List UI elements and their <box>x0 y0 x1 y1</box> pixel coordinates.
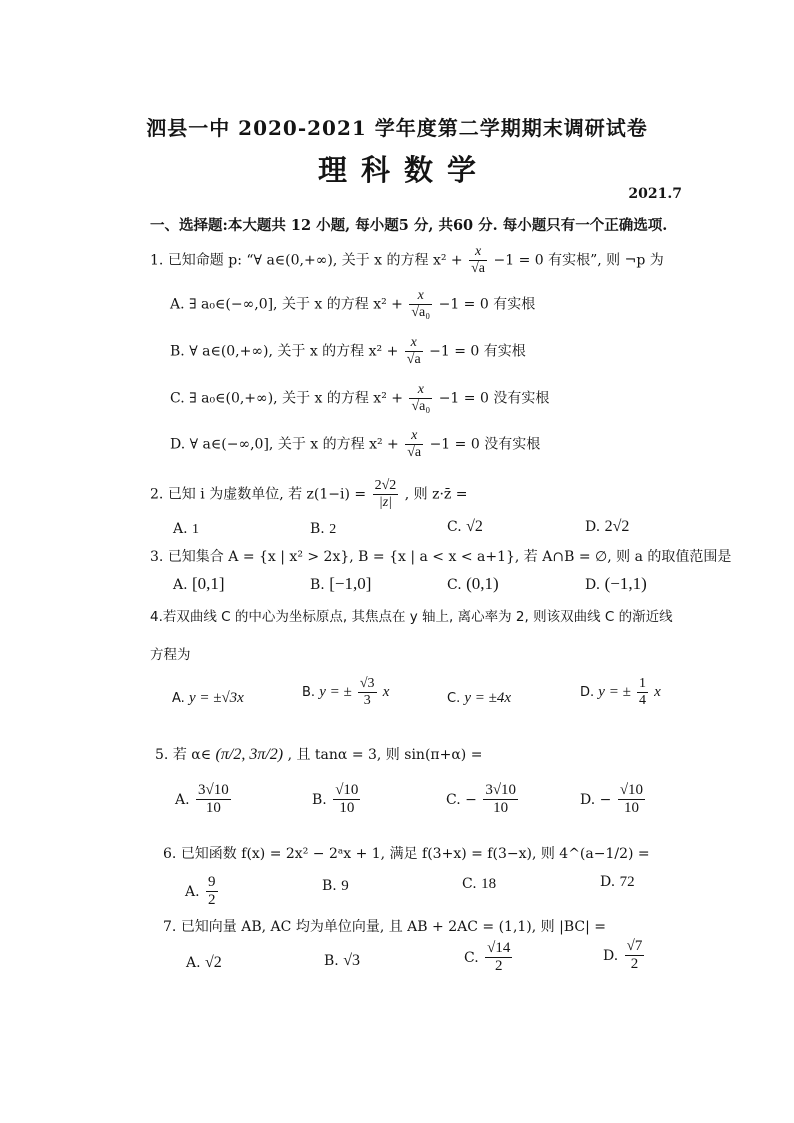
option-value: (0,1) <box>466 574 499 593</box>
option-4c <box>447 690 511 707</box>
fraction-denominator: √a <box>471 261 486 277</box>
option-label: D. <box>585 577 601 593</box>
fraction-denominator: 10 <box>339 800 355 817</box>
fraction-denominator: 2 <box>630 956 639 973</box>
section-heading: 一、选择题:本大题共 12 小题, 每小题5 分, 共60 分. 每小题只有一个正确选项. <box>150 217 668 234</box>
option-3c <box>447 574 499 594</box>
fraction <box>358 676 377 709</box>
question-number: 1. <box>150 252 164 269</box>
option-label: B. <box>312 791 327 808</box>
exam-title: 泗县一中 2020-2021 学年度第二学期期末调研试卷 <box>146 116 648 140</box>
option-label: C. <box>446 791 461 808</box>
option-text-end: −1 = 0 没有实根 <box>438 390 550 407</box>
option-value: 2√2 <box>604 518 630 535</box>
fraction <box>405 335 423 368</box>
option-label: D. <box>603 947 619 964</box>
option-label: C. <box>447 519 462 535</box>
option-text-end: x <box>654 684 661 701</box>
fraction <box>206 874 218 910</box>
option-label: B. <box>324 953 339 969</box>
option-label: D. <box>585 519 601 535</box>
fraction <box>409 382 432 415</box>
option-5d <box>580 782 647 818</box>
option-value: √2 <box>205 954 222 971</box>
option-label: B. <box>322 878 337 894</box>
fraction <box>405 428 423 461</box>
option-7a <box>186 954 222 972</box>
option-label: B. <box>310 521 325 537</box>
option-value: [−1,0] <box>329 574 372 593</box>
fraction-denominator: √a₀ <box>411 399 431 415</box>
option-value: (−1,1) <box>604 574 647 593</box>
question-1 <box>150 244 664 277</box>
option-5a <box>175 782 233 818</box>
fraction-numerator: √3 <box>358 676 377 693</box>
option-5c <box>446 782 520 818</box>
fraction-denominator: 2 <box>208 892 216 909</box>
option-label: D. <box>600 874 616 890</box>
option-text: y = ± <box>319 684 352 701</box>
option-sign: − <box>465 791 477 808</box>
fraction-numerator: 3√10 <box>483 782 518 800</box>
option-label: C. <box>447 577 462 593</box>
option-2c <box>447 518 483 536</box>
option-5b <box>312 782 362 818</box>
fraction-numerator: √10 <box>618 782 645 800</box>
question-4-line-1: 4.若双曲线 C 的中心为坐标原点, 其焦点在 y 轴上, 离心率为 2, 则该双曲线 C 的渐近线 <box>150 609 673 625</box>
exam-subtitle: 理科数学 <box>317 153 490 187</box>
fraction <box>637 676 648 709</box>
option-label: C. <box>447 691 461 706</box>
option-label: C. <box>170 390 185 407</box>
fraction-numerator: 2√2 <box>373 478 399 495</box>
fraction-denominator: 4 <box>638 693 646 709</box>
option-value: y = ±√3x <box>188 690 244 706</box>
option-value: √2 <box>466 518 483 535</box>
question-text-end: −1 = 0 有实根”, 则 ¬p 为 <box>493 252 664 269</box>
option-label: B. <box>310 577 325 593</box>
option-label: C. <box>462 876 477 892</box>
option-label: B. <box>302 685 316 701</box>
option-text-end: −1 = 0 有实根 <box>438 296 536 313</box>
option-value: 1 <box>192 522 200 537</box>
question-number: 5. <box>155 747 169 763</box>
option-3a <box>173 574 225 594</box>
question-text: 已知命题 p: “∀ a∈(0,+∞), 关于 x 的方程 x² + <box>167 252 463 269</box>
option-value: √3 <box>343 952 360 969</box>
option-label: A. <box>172 691 185 706</box>
option-label: A. <box>173 521 188 537</box>
option-value: 2 <box>329 522 337 537</box>
fraction-numerator: x <box>405 428 423 445</box>
fraction-numerator: √10 <box>333 782 360 800</box>
option-label: A. <box>186 955 201 971</box>
fraction-denominator: 10 <box>205 800 221 817</box>
fraction-denominator: 10 <box>623 800 639 817</box>
option-value: y = ±4x <box>464 690 512 706</box>
question-text: 已知向量 AB, AC 均为单位向量, 且 AB + 2AC = (1,1), 则 |BC| = <box>180 919 606 935</box>
option-text: ∃ a₀∈(−∞,0], 关于 x 的方程 x² + <box>189 296 403 313</box>
fraction-denominator: 10 <box>493 800 509 817</box>
fraction-denominator: 2 <box>494 958 503 975</box>
option-2b <box>310 521 336 538</box>
option-4a <box>172 690 244 707</box>
option-label: D. <box>580 791 596 808</box>
option-label: A. <box>170 296 185 313</box>
option-text-end: −1 = 0 有实根 <box>429 343 526 360</box>
option-1d <box>170 428 540 461</box>
option-label: B. <box>170 343 185 360</box>
question-3 <box>150 546 731 566</box>
option-value: 18 <box>481 876 497 892</box>
question-6 <box>163 843 650 863</box>
fraction-numerator: x <box>409 288 432 305</box>
fraction-denominator: √a <box>407 445 422 461</box>
fraction-numerator: √7 <box>625 938 645 956</box>
interval: (π/2, 3π/2) <box>215 746 284 763</box>
fraction-denominator: 3 <box>363 693 371 709</box>
option-label: D. <box>170 436 186 453</box>
option-2d <box>585 518 629 536</box>
option-3b <box>310 574 371 594</box>
question-text-end: , 且 tanα = 3, 则 sin(π+α) = <box>287 747 483 763</box>
question-text: 已知集合 A = {x | x² > 2x}, B = {x | a < x < a+1}, 若 A∩B = ∅, 则 a 的取值范围是 <box>167 549 732 565</box>
option-label: D. <box>580 685 595 701</box>
option-label: A. <box>185 883 200 900</box>
fraction-denominator: √a <box>406 352 421 368</box>
option-text-end: x <box>382 684 390 701</box>
option-1b <box>170 335 526 368</box>
fraction-numerator: 3√10 <box>196 782 231 800</box>
option-value: 72 <box>619 874 635 890</box>
fraction-numerator: x <box>405 335 423 352</box>
option-text-end: −1 = 0 没有实根 <box>429 436 541 453</box>
question-number: 3. <box>150 549 164 565</box>
question-number: 6. <box>163 846 177 862</box>
option-2a <box>173 521 199 538</box>
option-text: ∀ a∈(0,+∞), 关于 x 的方程 x² + <box>189 343 399 360</box>
question-text: 已知 i 为虚数单位, 若 z(1−i) = <box>167 486 367 503</box>
question-2 <box>150 478 467 511</box>
fraction <box>485 940 512 976</box>
exam-date: 2021.7 <box>628 186 682 202</box>
fraction <box>333 782 360 818</box>
option-4d <box>580 676 661 709</box>
question-text-end: , 则 z·z̄ = <box>404 486 468 503</box>
fraction <box>469 244 487 277</box>
question-text: 已知函数 f(x) = 2x² − 2ᵃx + 1, 满足 f(3+x) = f(3−x), 则 4^(a−1/2) = <box>180 846 650 862</box>
fraction <box>373 478 399 511</box>
question-4-line-2: 方程为 <box>150 647 191 663</box>
option-6d <box>600 874 635 891</box>
option-7d <box>603 938 646 974</box>
option-1a <box>170 288 535 321</box>
option-text: y = ± <box>598 684 631 701</box>
option-7c <box>464 940 514 976</box>
fraction-numerator: x <box>409 382 432 399</box>
fraction-denominator: |z| <box>378 495 393 511</box>
question-text: 若 α∈ <box>172 747 212 763</box>
fraction-numerator: x <box>469 244 487 261</box>
option-6c <box>462 876 496 893</box>
option-1c <box>170 382 549 415</box>
fraction-numerator: 9 <box>206 874 218 892</box>
fraction-numerator: 1 <box>637 676 648 693</box>
fraction <box>409 288 432 321</box>
option-label: A. <box>173 577 188 593</box>
fraction <box>196 782 231 818</box>
option-4b <box>302 676 389 709</box>
question-number: 7. <box>163 919 177 935</box>
option-value: 9 <box>341 878 349 894</box>
question-7 <box>163 916 606 936</box>
option-6a <box>185 874 220 910</box>
option-7b <box>324 952 360 970</box>
option-sign: − <box>599 791 612 808</box>
fraction <box>483 782 518 818</box>
option-text: ∀ a∈(−∞,0], 关于 x 的方程 x² + <box>189 436 399 453</box>
fraction <box>625 938 645 974</box>
option-text: ∃ a₀∈(0,+∞), 关于 x 的方程 x² + <box>189 390 404 407</box>
fraction <box>618 782 645 818</box>
option-label: C. <box>464 949 479 966</box>
question-number: 2. <box>150 486 164 503</box>
question-5 <box>155 744 482 764</box>
option-6b <box>322 878 349 895</box>
fraction-denominator: √a₀ <box>411 305 431 321</box>
option-label: A. <box>175 791 190 808</box>
fraction-numerator: √14 <box>485 940 512 958</box>
option-3d <box>585 574 647 594</box>
option-value: [0,1] <box>192 574 225 593</box>
